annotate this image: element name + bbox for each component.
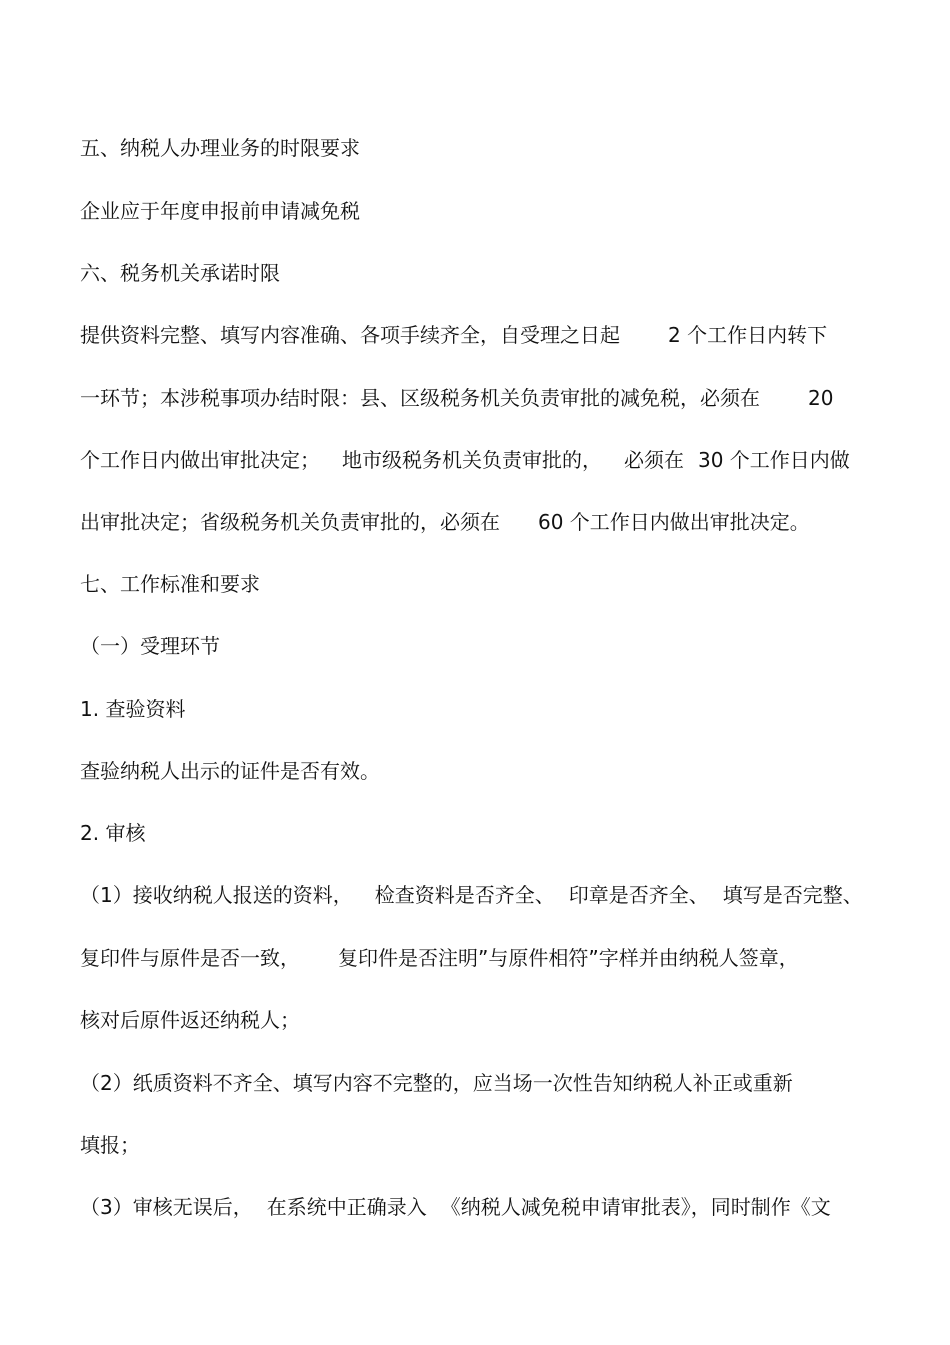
paragraph-review-2-line-1: （2）纸质资料不齐全、填写内容不完整的，应当场一次性告知纳税人补正或重新 xyxy=(80,1071,793,1095)
paragraph-review-3-line-1: （3）审核无误后， 在系统中正确录入 《纳税人减免税申请审批表》，同时制作《文 xyxy=(80,1195,831,1219)
paragraph-deadline: 企业应于年度申报前申请减免税 xyxy=(80,199,360,223)
paragraph-review-2-line-2: 填报； xyxy=(80,1133,140,1157)
paragraph-review-1-line-1: （1）接收纳税人报送的资料， 检查资料是否齐全、 印章是否齐全、 填写是否完整、 xyxy=(80,883,863,907)
paragraph-commitment-line-4: 出审批决定；省级税务机关负责审批的，必须在 60 个工作日内做出审批决定。 xyxy=(80,510,810,534)
item-heading-2: 2. 审核 xyxy=(80,821,146,845)
paragraph-commitment-line-3: 个工作日内做出审批决定； 地市级税务机关负责审批的， 必须在 30 个工作日内做 xyxy=(80,448,850,472)
subsection-heading-acceptance: （一）受理环节 xyxy=(80,634,220,658)
section-heading-7: 七、工作标准和要求 xyxy=(80,572,260,596)
item-heading-1: 1. 查验资料 xyxy=(80,697,186,721)
paragraph-check-documents: 查验纳税人出示的证件是否有效。 xyxy=(80,759,380,783)
section-heading-6: 六、税务机关承诺时限 xyxy=(80,261,280,285)
section-heading-5: 五、纳税人办理业务的时限要求 xyxy=(80,136,360,160)
paragraph-review-1-line-2: 复印件与原件是否一致， 复印件是否注明”与原件相符”字样并由纳税人签章， xyxy=(80,946,799,970)
paragraph-review-1-line-3: 核对后原件返还纳税人； xyxy=(80,1008,300,1032)
paragraph-commitment-line-1: 提供资料完整、填写内容准确、各项手续齐全，自受理之日起 2 个工作日内转下 xyxy=(80,323,828,347)
paragraph-commitment-line-2: 一环节；本涉税事项办结时限：县、区级税务机关负责审批的减免税，必须在 20 xyxy=(80,386,834,410)
